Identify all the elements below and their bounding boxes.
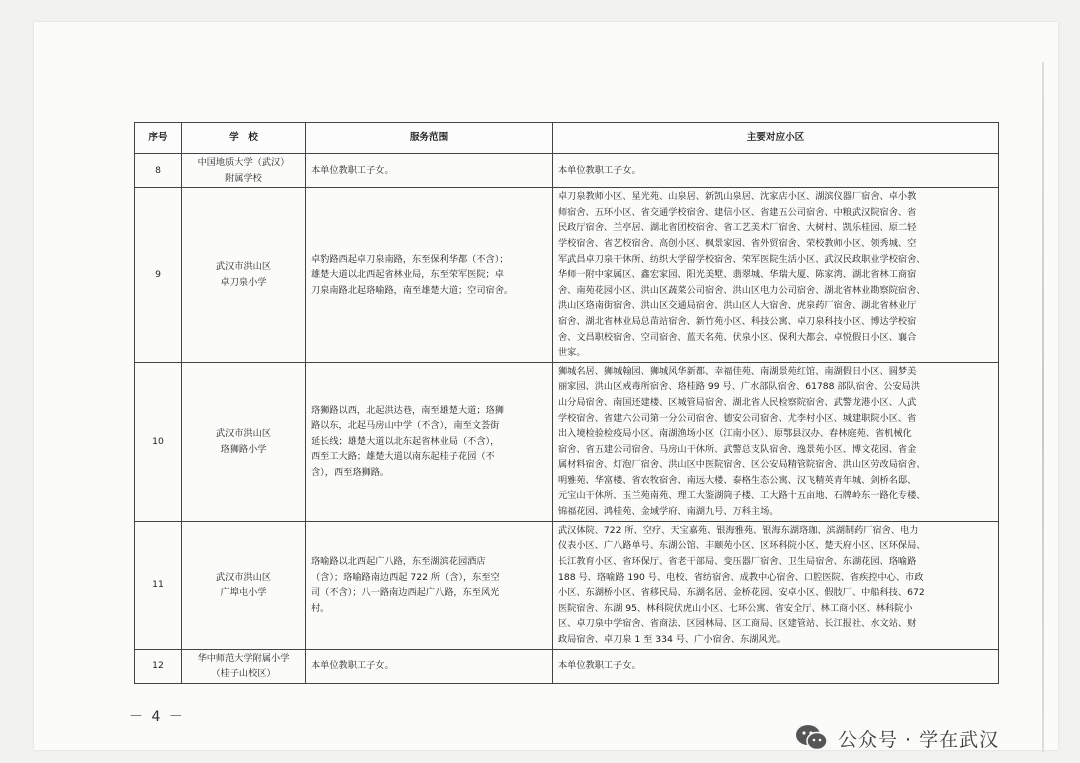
row-community: 武汉体院、722 所、空疗、天宝嘉苑、银海雅苑、银海东湖珞珈、滨湖制药厂宿舍、电力 仪表小区、广八路单号、东湖公馆、丰颐苑小区、区环科院小区、楚天府小区、区环保局、 长江教育小区、省环保厅、省老干部局、变压器厂宿舍、卫生局宿舍、东湖花园、珞喻路 188 号、珞喻路 190 号、电校、省纺宿舍、成教中心宿舍、口腔医院、省疾控中心、市政 小区、东湖桥小区、省移民局、东湖名居、金桥花园、安卓小区、假肢厂、中船科技、672 医院宿舍、东湖 95、林科院伏虎山小区、七环公寓、省安全厅、林工商小区、林科院小 区、卓刀泉中学宿舍、省商法、区园林局、区工商局、区建管站、长江报社、水文站、财 政局宿舍、卓刀泉 1 至 334 号、广小宿舍、东湖风光。 (553, 521, 999, 649)
table-header-row (135, 123, 999, 154)
watermark-text: 公众号 · 学在武汉 (838, 728, 1000, 751)
row-index: 11 (135, 521, 182, 649)
page-number: － 4 － (129, 709, 185, 725)
document-page (34, 22, 1058, 750)
row-community: 狮城名居、狮城翰园、狮城风华新都、幸福佳苑、南湖景苑红馆、南湖假日小区、圆梦美 丽家园、洪山区戒毒所宿舍、珞桂路 99 号、广水部队宿舍、61788 部队宿舍、公安局洪 山分局宿舍、南国还建楼、区城管局宿舍、湖北省人民检察院宿舍、武警龙港小区、人武 学校宿舍、省建六公司第一分公司宿舍、德安公司宿舍、尤李村小区、城建职院小区、省 出入境检验检疫局小区、南湖渔场小区（江南小区）、原鄂县汉办、春林庭苑、省机械化 宿舍、省五建公司宿舍、马房山干休所、武警总支队宿舍、逸景苑小区、博文花园、省金 属材料宿舍、灯泡厂宿舍、洪山区中医院宿舍、区公安局精管院宿舍、洪山区劳改局宿舍、 明雅苑、华富楼、省农牧宿舍、南远大楼、泰格生态公寓、汉飞精英青年城、剑桥名邸、 元宝山干休所、玉兰苑南苑、理工大鉴湖筒子楼、工大路十五亩地、石牌岭东一路化专楼、 锦福花园、鸿桂苑、金域学府、南湖九号、万科主场。 (553, 362, 999, 521)
row-range: 本单位教职工子女。 (306, 649, 553, 683)
row-community: 本单位教职工子女。 (553, 649, 999, 683)
table-row (135, 521, 999, 649)
row-school: 武汉市洪山区 广埠屯小学 (182, 521, 306, 649)
row-community: 本单位教职工子女。 (553, 154, 999, 188)
row-range: 珞喻路以北西起广八路，东至湖滨花园酒店 （含）；珞喻路南边西起 722 所（含），东至空 司（不含）；八一路南边西起广八路，东至风光 村。 (306, 521, 553, 649)
row-index: 9 (135, 188, 182, 363)
row-range: 珞狮路以西，北起洪达巷，南至雄楚大道；珞狮 路以东，北起马房山中学（不含），南至文荟街 延长线；雄楚大道以北东起省林业局（不含）， 西至工大路；雄楚大道以南东起桂子花园（不 含），西至珞狮路。 (306, 362, 553, 521)
row-index: 8 (135, 154, 182, 188)
table-row (135, 154, 999, 188)
scan-edge (1042, 62, 1044, 752)
row-index: 12 (135, 649, 182, 683)
table-row (135, 188, 999, 363)
row-range: 卓豹路西起卓刀泉南路，东至保利华都（不含）； 雄楚大道以北西起省林业局，东至荣军医院；卓 刀泉南路北起珞喻路，南至雄楚大道；空司宿舍。 (306, 188, 553, 363)
row-index: 10 (135, 362, 182, 521)
row-school: 武汉市洪山区 珞狮路小学 (182, 362, 306, 521)
header-index: 序号 (135, 123, 182, 154)
row-range: 本单位教职工子女。 (306, 154, 553, 188)
header-range: 服务范围 (306, 123, 553, 154)
header-community: 主要对应小区 (553, 123, 999, 154)
row-community: 卓刀泉教师小区、星光苑、山泉居、新凯山泉居、沈家店小区、湖滨仪器厂宿舍、卓小教 师宿舍、五环小区、省交通学校宿舍、建信小区、省建五公司宿舍、中粮武汉院宿舍、省 民政厅宿舍、兰亭居、湖北省团校宿舍、省工艺美术厂宿舍、大树村、凯乐桂园、原二轻 学校宿舍、省艺校宿舍、高创小区、枫景家园、省外贸宿舍、荣校教师小区、领秀城、空 军武昌卓刀泉干休所、纺织大学留学校宿舍、荣军医院生活小区、武汉民政职业学校宿舍、 华师一附中家属区、鑫宏家园、阳光美墅、翡翠城、华瑞大厦、陈家湾、湖北省林工商宿 舍、南苑花园小区、洪山区蔬菜公司宿舍、洪山区电力公司宿舍、湖北省林业勘察院宿舍、 洪山区珞南街宿舍、洪山区交通局宿舍、洪山区人大宿舍、虎泉药厂宿舍、湖北省林业厅 宿舍、湖北省林业局总苗站宿舍、新竹苑小区、科技公寓、卓刀泉科技小区、博达学校宿 舍、文昌职校宿舍、空司宿舍、蓝天名苑、伏泉小区、保利大都会、卓悦假日小区、襄合 世家。 (553, 188, 999, 363)
wechat-icon (794, 723, 830, 753)
row-school: 中国地质大学（武汉） 附属学校 (182, 154, 306, 188)
table-row (135, 362, 999, 521)
row-school: 武汉市洪山区 卓刀泉小学 (182, 188, 306, 363)
row-school: 华中师范大学附属小学 （桂子山校区） (182, 649, 306, 683)
table-row (135, 649, 999, 683)
header-school: 学 校 (182, 123, 306, 154)
school-district-table (134, 122, 999, 684)
wechat-watermark (794, 720, 999, 756)
